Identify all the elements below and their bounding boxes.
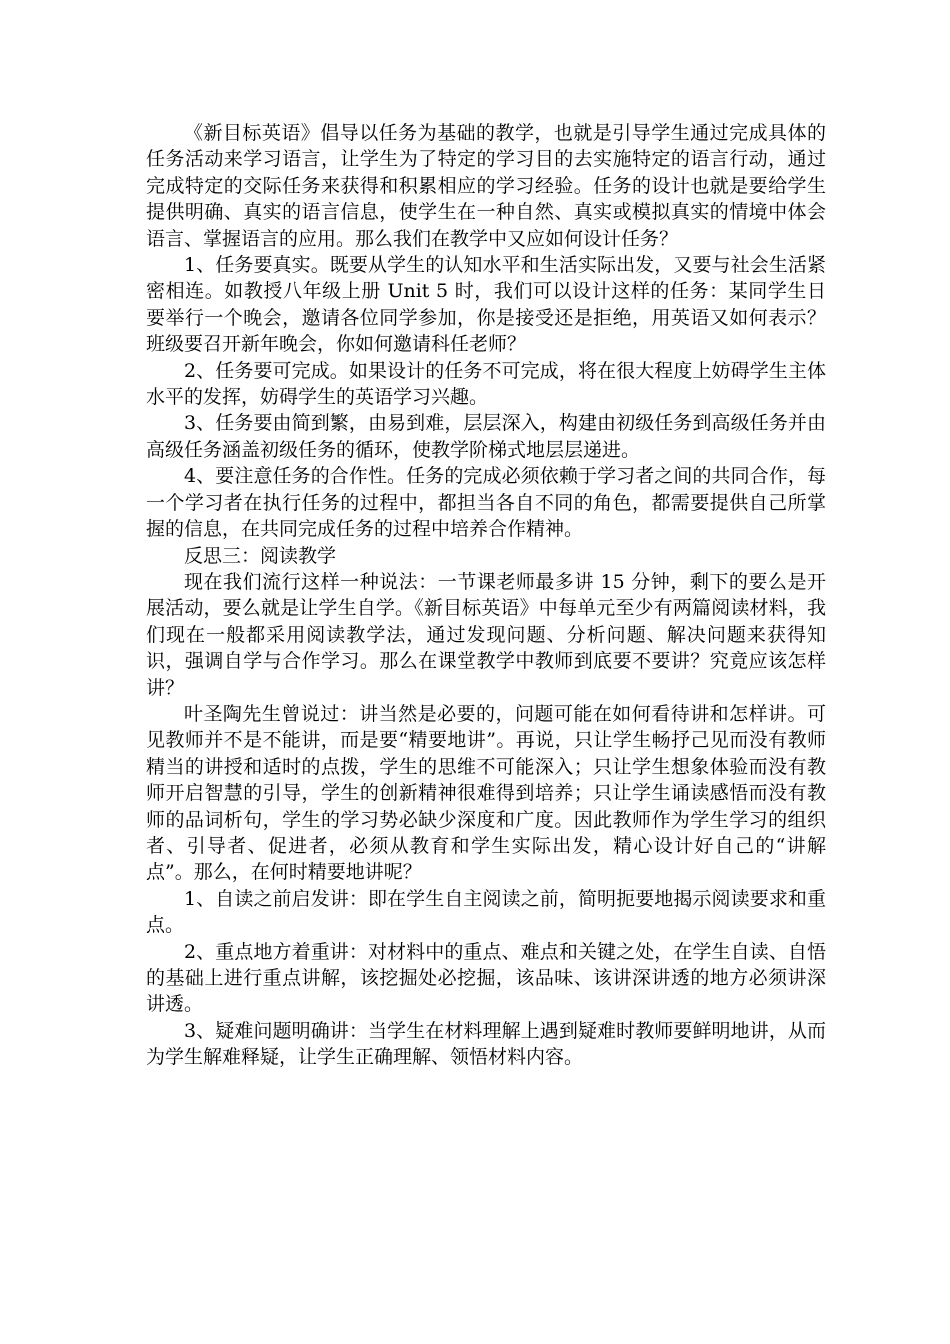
- reading-point-2-paragraph: 2、重点地方着重讲：对材料中的重点、难点和关键之处，在学生自读、自悟的基础上进行重点讲解，该挖掘处必挖掘，该品味、该讲深讲透的地方必须讲深讲透。: [146, 940, 826, 1016]
- reading-point-1-paragraph: 1、自读之前启发讲：即在学生自主阅读之前，简明扼要地揭示阅读要求和重点。: [146, 887, 826, 937]
- task-point-1-paragraph: 1、任务要真实。既要从学生的认知水平和生活实际出发，又要与社会生活紧密相连。如教授八年级上册 Unit 5 时，我们可以设计这样的任务：某同学生日要举行一个晚会，邀请各位同学参加，你是接受还是拒绝，用英语又如何表示？班级要召开新年晚会，你如何邀请科任老师？: [146, 254, 826, 356]
- reading-intro-paragraph: 现在我们流行这样一种说法：一节课老师最多讲 15 分钟，剩下的要么是开展活动，要么就是让学生自学。《新目标英语》中每单元至少有两篇阅读材料，我们现在一般都采用阅读教学法，通过发现问题、分析问题、解决问题来获得知识，强调自学与合作学习。那么在课堂教学中教师到底要不要讲？究竟应该怎样讲？: [146, 570, 826, 699]
- reading-point-3-paragraph: 3、疑难问题明确讲：当学生在材料理解上遇到疑难时教师要鲜明地讲，从而为学生解难释疑，让学生正确理解、领悟材料内容。: [146, 1019, 826, 1069]
- ye-shengtao-paragraph: 叶圣陶先生曾说过：讲当然是必要的，问题可能在如何看待讲和怎样讲。可见教师并不是不能讲，而是要“精要地讲”。再说，只让学生畅抒己见而没有教师精当的讲授和适时的点拨，学生的思维不可能深入；只让学生想象体验而没有教师开启智慧的引导，学生的创新精神很难得到培养；只让学生诵读感悟而没有教师的品词析句，学生的学习势必缺少深度和广度。因此教师作为学生学习的组织者、引导者、促进者，必须从教育和学生实际出发，精心设计好自己的“讲解点”。那么，在何时精要地讲呢？: [146, 702, 826, 884]
- task-point-4-paragraph: 4、要注意任务的合作性。任务的完成必须依赖于学习者之间的共同合作，每一个学习者在执行任务的过程中，都担当各自不同的角色，都需要提供自己所掌握的信息，在共同完成任务的过程中培养合作精神。: [146, 465, 826, 541]
- document-body: [146, 120, 826, 1071]
- task-point-3-paragraph: 3、任务要由简到繁，由易到难，层层深入，构建由初级任务到高级任务并由高级任务涵盖初级任务的循环，使教学阶梯式地层层递进。: [146, 412, 826, 461]
- section-heading-reflection-3: 反思三：阅读教学: [184, 544, 337, 567]
- task-point-2-paragraph: 2、任务要可完成。如果设计的任务不可完成，将在很大程度上妨碍学生主体水平的发挥，妨碍学生的英语学习兴趣。: [146, 359, 826, 409]
- intro-paragraph: 《新目标英语》倡导以任务为基础的教学，也就是引导学生通过完成具体的任务活动来学习语言，让学生为了特定的学习目的去实施特定的语言行动，通过完成特定的交际任务来获得和积累相应的学习经验。任务的设计也就是要给学生提供明确、真实的语言信息，使学生在一种自然、真实或模拟真实的情境中体会语言、掌握语言的应用。那么我们在教学中又应如何设计任务？: [146, 122, 826, 250]
